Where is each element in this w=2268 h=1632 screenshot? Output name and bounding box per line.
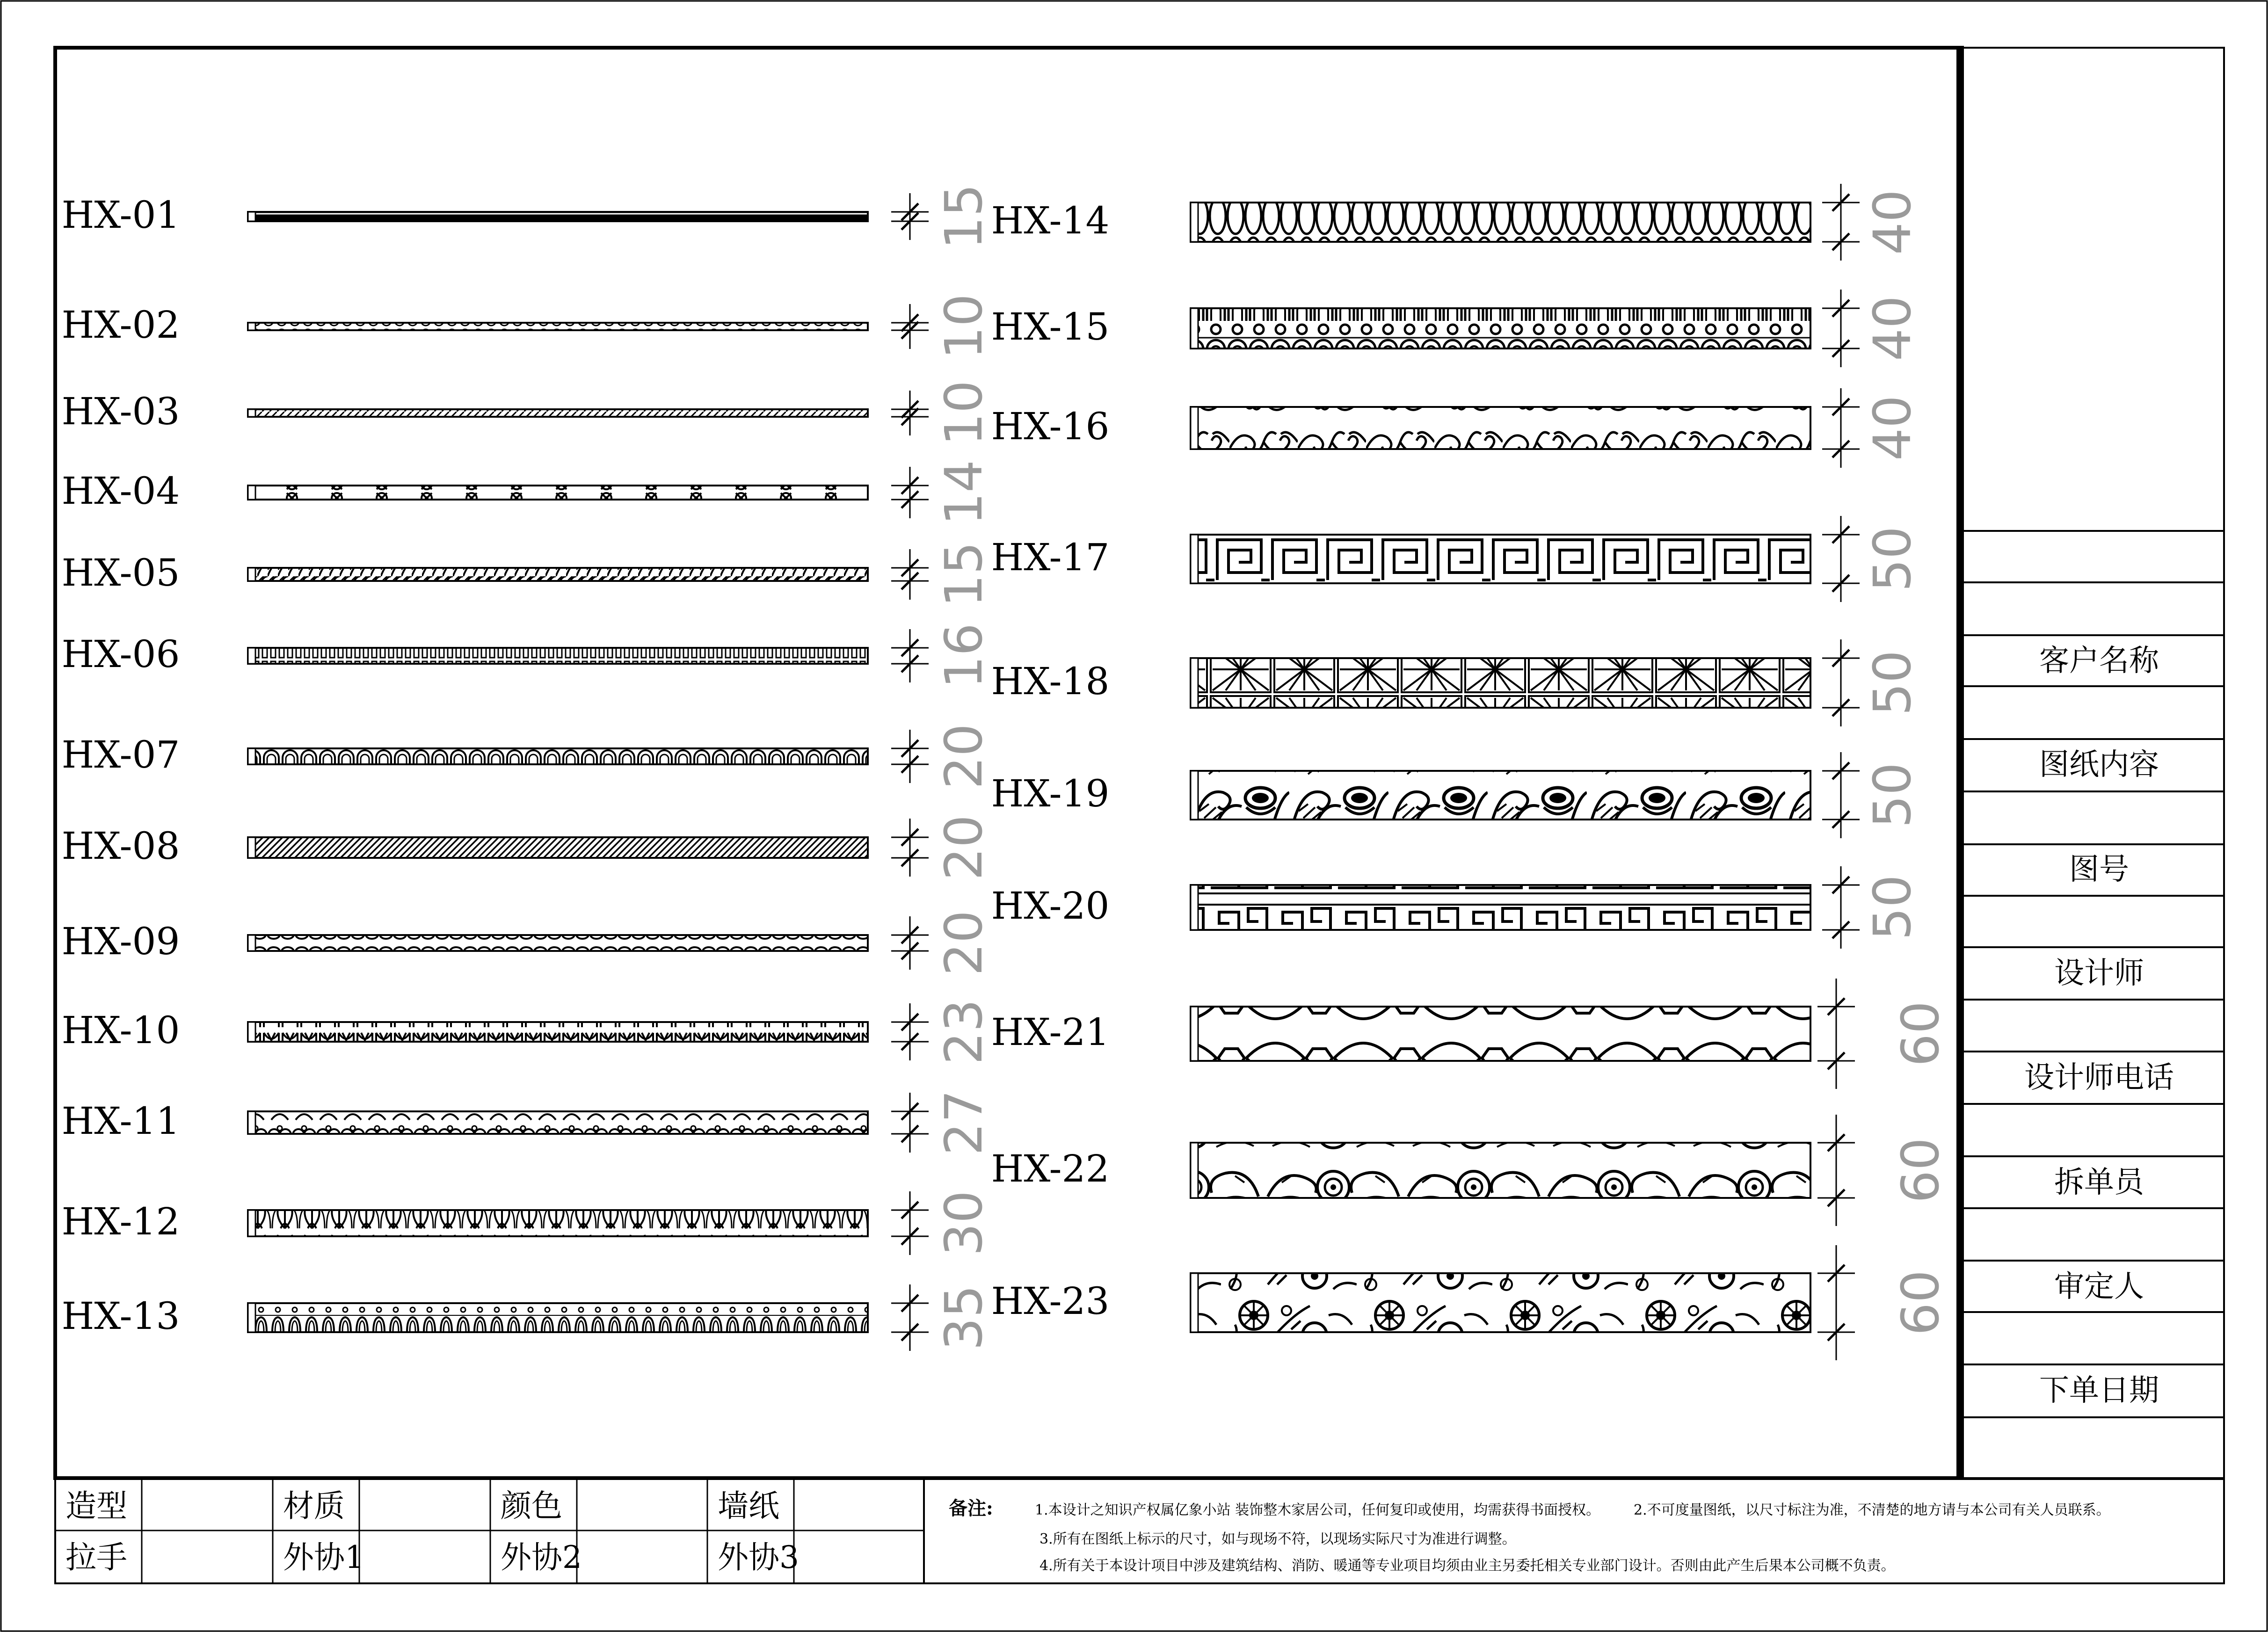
molding-code-label: HX-12 bbox=[61, 1200, 180, 1243]
note-line-1b: 2.不可度量图纸，以尺寸标注为准，不清楚的地方请与本公司有关人员联系。 bbox=[1634, 1502, 2110, 1518]
dimension-value: 50 bbox=[1862, 875, 1922, 940]
dimension-marker bbox=[1822, 516, 1922, 602]
molding-row-hx-10 bbox=[62, 999, 994, 1065]
dimension-marker bbox=[891, 815, 994, 880]
molding-row-hx-18 bbox=[991, 639, 1922, 726]
molding-row-hx-06 bbox=[62, 623, 994, 689]
dimension-marker bbox=[1822, 184, 1922, 261]
dimension-value: 27 bbox=[934, 1090, 994, 1155]
bottom-table-cell: 材质 bbox=[283, 1488, 345, 1524]
molding-row-hx-09 bbox=[62, 910, 994, 976]
dimension-marker bbox=[1822, 290, 1922, 367]
bottom-table-cell: 外协3 bbox=[718, 1539, 799, 1575]
dimension-marker bbox=[891, 184, 994, 249]
dimension-value: 60 bbox=[1890, 1138, 1950, 1203]
molding-code-label: HX-05 bbox=[61, 551, 180, 595]
note-line-2: 3.所有在图纸上标示的尺寸，如与现场不符，以现场实际尺寸为准进行调整。 bbox=[1040, 1531, 1516, 1547]
molding-row-hx-11 bbox=[62, 1090, 994, 1155]
dimension-value: 40 bbox=[1862, 189, 1922, 255]
left-molding-column bbox=[62, 184, 994, 1351]
molding-profile-hatch bbox=[248, 409, 868, 417]
molding-row-hx-08 bbox=[62, 815, 994, 880]
title-block-field-label: 图号 bbox=[2069, 852, 2129, 887]
dimension-value: 60 bbox=[1890, 1270, 1950, 1335]
dimension-marker bbox=[1822, 752, 1922, 838]
molding-row-hx-19 bbox=[991, 752, 1922, 838]
dimension-value: 50 bbox=[1862, 650, 1922, 716]
molding-profile-key-wide bbox=[1191, 885, 1810, 930]
molding-code-label: HX-09 bbox=[61, 920, 180, 963]
dimension-marker bbox=[891, 910, 994, 976]
dimension-marker bbox=[891, 294, 994, 359]
dimension-marker bbox=[1817, 979, 1950, 1089]
dimension-value: 40 bbox=[1862, 296, 1922, 361]
dimension-value: 10 bbox=[934, 380, 994, 446]
dimension-value: 50 bbox=[1862, 526, 1922, 592]
bottom-table-cell: 墙纸 bbox=[718, 1488, 779, 1524]
molding-profile-floral bbox=[1191, 1273, 1810, 1332]
dimension-marker bbox=[1822, 639, 1922, 726]
notes-block bbox=[949, 1497, 2110, 1574]
molding-profile-braid bbox=[248, 935, 868, 951]
molding-profile-ovals bbox=[1191, 203, 1810, 242]
dimension-marker bbox=[1817, 1115, 1950, 1226]
molding-profile-leaf-small bbox=[248, 1022, 868, 1042]
dimension-marker bbox=[891, 1284, 994, 1351]
title-block-field-label: 设计师 bbox=[2054, 956, 2144, 991]
molding-row-hx-13 bbox=[62, 1284, 994, 1351]
molding-profile-egg-dart bbox=[248, 1303, 868, 1332]
dimension-value: 20 bbox=[934, 910, 994, 976]
molding-profile-key-square bbox=[1191, 535, 1810, 583]
dimension-marker bbox=[1817, 1245, 1950, 1360]
molding-code-label: HX-11 bbox=[61, 1099, 180, 1143]
molding-profile-solid bbox=[248, 212, 868, 221]
dimension-value: 16 bbox=[934, 623, 994, 689]
bottom-table-cell: 造型 bbox=[65, 1488, 127, 1524]
molding-profile-palmette bbox=[248, 1210, 868, 1236]
dimension-value: 10 bbox=[934, 294, 994, 359]
molding-profile-pearl-arches bbox=[1191, 308, 1810, 348]
note-line-3: 4.所有关于本设计项目中涉及建筑结构、消防、暖通等专业项目均须由业主另委托相关专业部门设计。否则由此产生后果本公司概不负责。 bbox=[1040, 1558, 1895, 1574]
molding-row-hx-22 bbox=[991, 1115, 1950, 1226]
molding-profile-rosettes bbox=[248, 486, 868, 500]
molding-profile-waves bbox=[1191, 407, 1810, 449]
molding-row-hx-15 bbox=[991, 290, 1922, 367]
dimension-value: 50 bbox=[1862, 762, 1922, 828]
molding-code-label: HX-16 bbox=[991, 405, 1110, 448]
molding-code-label: HX-17 bbox=[991, 536, 1110, 579]
molding-code-label: HX-18 bbox=[991, 660, 1110, 703]
molding-code-label: HX-10 bbox=[61, 1008, 180, 1052]
bottom-table-cell: 外协2 bbox=[501, 1539, 582, 1575]
bottom-table-cell: 拉手 bbox=[65, 1539, 127, 1575]
dimension-marker bbox=[1822, 388, 1922, 468]
molding-code-label: HX-23 bbox=[991, 1279, 1110, 1323]
molding-code-label: HX-02 bbox=[61, 303, 180, 347]
molding-profile-chain bbox=[1191, 1007, 1810, 1061]
molding-code-label: HX-03 bbox=[61, 390, 180, 433]
molding-row-hx-14 bbox=[991, 184, 1922, 261]
molding-code-label: HX-15 bbox=[991, 305, 1110, 348]
dimension-marker bbox=[891, 999, 994, 1065]
molding-row-hx-05 bbox=[62, 542, 994, 607]
title-block-field-label: 下单日期 bbox=[2039, 1373, 2159, 1408]
molding-profile-rope bbox=[248, 568, 868, 581]
dimension-value: 40 bbox=[1862, 395, 1922, 461]
molding-code-label: HX-04 bbox=[61, 469, 180, 513]
dimension-value: 14 bbox=[934, 460, 994, 525]
molding-profile-scroll bbox=[1191, 1143, 1810, 1198]
dimension-marker bbox=[891, 542, 994, 607]
dimension-marker bbox=[1822, 866, 1922, 949]
dimension-value: 20 bbox=[934, 724, 994, 789]
molding-profile-dentil bbox=[248, 648, 868, 664]
title-block-field-label: 图纸内容 bbox=[2039, 747, 2159, 782]
bottom-table-cell: 外协1 bbox=[283, 1539, 364, 1575]
molding-code-label: HX-20 bbox=[991, 884, 1110, 928]
bottom-table-cell: 颜色 bbox=[501, 1488, 562, 1524]
sheet-border bbox=[1, 1, 2267, 1631]
molding-profile-scallops bbox=[248, 1111, 868, 1134]
molding-code-label: HX-13 bbox=[61, 1294, 180, 1338]
title-block-field-label: 设计师电话 bbox=[2024, 1060, 2174, 1095]
dimension-value: 15 bbox=[934, 184, 994, 249]
dimension-marker bbox=[891, 1190, 994, 1256]
right-molding-column bbox=[991, 184, 1950, 1360]
molding-code-label: HX-07 bbox=[61, 733, 180, 776]
molding-profile-acanthus bbox=[1191, 771, 1810, 820]
note-line-1a: 1.本设计之知识产权属亿象小站 装饰整木家居公司，任何复印或使用，均需获得书面授权。 bbox=[1035, 1502, 1600, 1518]
dimension-value: 35 bbox=[934, 1285, 994, 1350]
molding-row-hx-23 bbox=[991, 1245, 1950, 1360]
dimension-value: 20 bbox=[934, 815, 994, 880]
molding-profile-arches bbox=[248, 748, 868, 764]
molding-row-hx-17 bbox=[991, 516, 1922, 602]
molding-code-label: HX-08 bbox=[61, 824, 180, 868]
molding-profile-hatch-dense bbox=[248, 837, 868, 858]
molding-row-hx-02 bbox=[62, 294, 994, 359]
molding-row-hx-03 bbox=[62, 380, 994, 446]
title-block-field-label: 拆单员 bbox=[2054, 1165, 2144, 1200]
dimension-value: 15 bbox=[934, 542, 994, 607]
molding-code-label: HX-01 bbox=[61, 193, 180, 237]
title-block-field-label: 客户名称 bbox=[2039, 644, 2159, 678]
dimension-marker bbox=[891, 623, 994, 689]
dimension-value: 23 bbox=[934, 999, 994, 1065]
dimension-value: 30 bbox=[934, 1190, 994, 1256]
molding-code-label: HX-21 bbox=[991, 1010, 1110, 1054]
molding-row-hx-07 bbox=[62, 724, 994, 789]
dimension-marker bbox=[891, 380, 994, 446]
molding-code-label: HX-19 bbox=[991, 772, 1110, 815]
molding-code-label: HX-14 bbox=[991, 199, 1110, 242]
title-block-field-label: 审定人 bbox=[2054, 1269, 2144, 1304]
molding-code-label: HX-06 bbox=[61, 632, 180, 676]
dimension-marker bbox=[891, 1090, 994, 1155]
molding-row-hx-04 bbox=[62, 460, 994, 525]
dimension-value: 60 bbox=[1890, 1001, 1950, 1066]
molding-profile-beads bbox=[248, 323, 868, 330]
molding-row-hx-21 bbox=[991, 979, 1950, 1089]
molding-code-label: HX-22 bbox=[991, 1147, 1110, 1190]
title-block bbox=[1962, 48, 2224, 1478]
notes-heading: 备注: bbox=[949, 1497, 993, 1519]
molding-profile-stars bbox=[1191, 658, 1810, 708]
molding-row-hx-16 bbox=[991, 388, 1922, 468]
dimension-marker bbox=[891, 724, 994, 789]
molding-row-hx-12 bbox=[62, 1190, 994, 1256]
molding-row-hx-20 bbox=[991, 866, 1922, 949]
molding-row-hx-01 bbox=[62, 184, 994, 249]
dimension-marker bbox=[891, 460, 994, 525]
